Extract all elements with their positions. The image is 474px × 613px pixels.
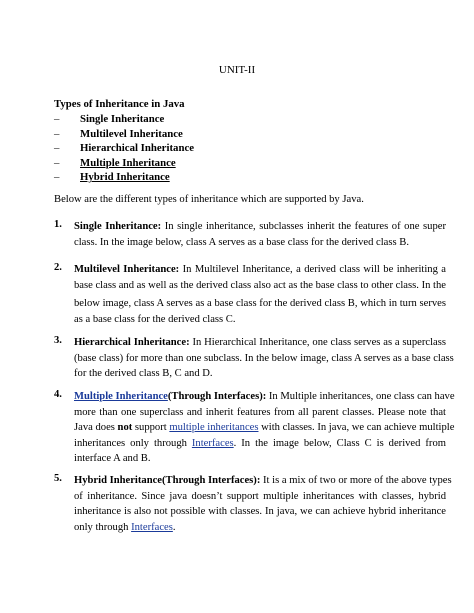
text-line: inheritances only through Interfaces. In the image below, Class C is derived from [74, 437, 446, 449]
text-line: (base class) for more than one subclass. In the below image, class A serves as a base class [74, 352, 454, 364]
section-number: 4. [54, 389, 62, 400]
text-line: Multiple Inheritance(Through Interfaces): In Multiple inheritances, one class can have [74, 391, 455, 402]
text-line: Single Inheritance: In single inheritance, subclasses inherit the features of one super [74, 221, 446, 232]
text-line: Hybrid Inheritance(Through Interfaces): It is a mix of two or more of the above types [74, 475, 452, 486]
section-hierarchical [54, 335, 454, 382]
list-item: – Hierarchical Inheritance [54, 142, 195, 155]
text-line: of inheritance. Since java doesn’t support multiple inheritances with classes, hybrid [74, 490, 446, 502]
section-number: 3. [54, 335, 62, 346]
types-heading: Types of Inheritance in Java [54, 98, 185, 110]
section-number: 2. [54, 262, 62, 273]
list-item: – Multilevel Inheritance [54, 127, 183, 140]
text-line: Multilevel Inheritance: In Multilevel Inheritance, a derived class will be inheriting a [74, 264, 446, 275]
interfaces-link[interactable]: Interfaces [131, 521, 173, 533]
text-line: base class and as well as the derived class also act as the base class to other class. In the [74, 279, 446, 291]
section-multiple [54, 389, 455, 467]
text-line: only through Interfaces. [74, 521, 176, 533]
text-line: below image, class A serves as a base class for the derived class B, which in turn serves [74, 298, 446, 310]
intro-paragraph: Below are the different types of inheritance which are supported by Java. [54, 194, 364, 205]
list-item-label: Single Inheritance [80, 113, 165, 125]
text-line: class. In the image below, class A serves as a base class for the derived class B. [74, 236, 409, 248]
inheritance-types-list [54, 112, 194, 185]
text-line: interface A and B. [74, 453, 151, 465]
multiple-inheritance-link[interactable]: Multiple Inheritance [74, 391, 168, 402]
text-line: inheritance is also not possible with classes. In java, we can achieve hybrid inheritance [74, 506, 446, 518]
multiple-inheritances-link[interactable]: multiple inheritances [169, 422, 259, 434]
list-item-label: Hierarchical Inheritance [80, 142, 195, 155]
unit-heading: UNIT-II [218, 64, 256, 76]
text-line: Hierarchical Inheritance: In Hierarchical Inheritance, one class serves as a superclass [74, 337, 446, 348]
section-number: 1. [54, 219, 62, 230]
interfaces-link[interactable]: Interfaces [191, 437, 234, 449]
list-item-label: Multiple Inheritance [80, 156, 176, 169]
section-multilevel [54, 262, 446, 327]
section-single [54, 219, 446, 250]
text-line: as a base class for the derived class C. [74, 313, 236, 325]
text-line: Java does not support multiple inheritances with classes. In java, we can achieve multiple [74, 422, 455, 434]
section-hybrid [54, 473, 452, 535]
list-item-label: Hybrid Inheritance [80, 171, 170, 184]
text-line: more than one superclass and inherit features from all parent classes. Please note that [74, 406, 446, 418]
list-item-label: Multilevel Inheritance [80, 127, 183, 140]
section-number: 5. [54, 473, 62, 484]
list-item: – Hybrid Inheritance [54, 171, 170, 184]
list-item: – Multiple Inheritance [54, 156, 176, 169]
list-item: – Single Inheritance [54, 113, 165, 125]
text-line: for the derived class B, C and D. [74, 368, 213, 380]
